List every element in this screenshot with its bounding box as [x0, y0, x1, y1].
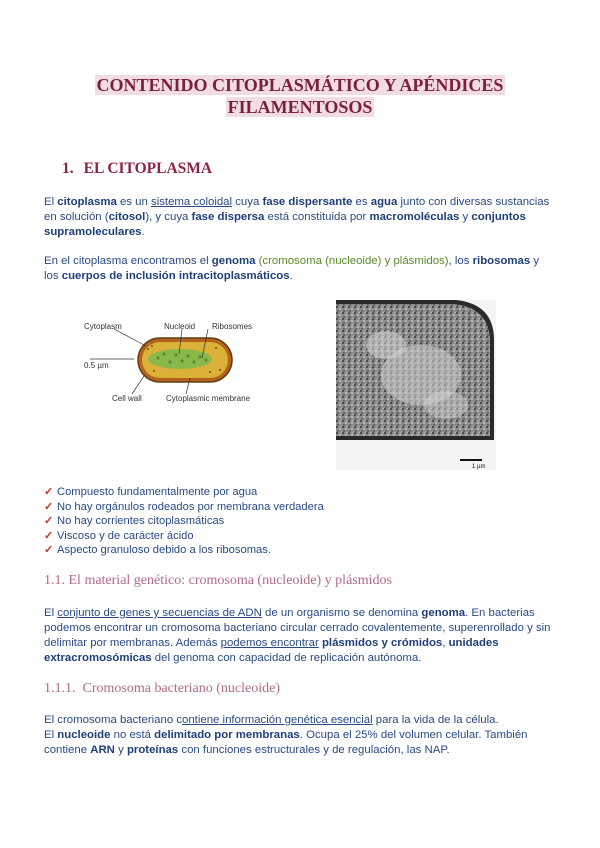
subsection-heading-cromosoma: 1.1.1. Cromosoma bacteriano (nucleoide)	[44, 681, 280, 696]
list-item: ✓ Viscoso y de carácter ácido	[44, 529, 194, 542]
micrograph-scale-label: 1 µm	[472, 464, 486, 470]
label-cytoplasm: Cytoplasm	[84, 322, 122, 331]
section-heading-citoplasma: 1. EL CITOPLASMA	[62, 160, 213, 177]
checkmark-icon: ✓	[44, 486, 54, 498]
checkmark-icon: ✓	[44, 544, 54, 557]
list-item: ✓ No hay corrientes citoplasmáticas	[44, 515, 225, 528]
electron-micrograph	[336, 300, 496, 470]
label-scale: 0.5 µm	[84, 361, 109, 370]
checkmark-icon: ✓	[44, 500, 54, 513]
list-item: ✓ No hay orgánulos rodeados por membrana verdadera	[44, 500, 324, 513]
paragraph-citoplasma-definition: El citoplasma es un sistema coloidal cuya fase dispersante es agua junto con diversas sustancias en solución (citosol), y cuya fase dispersa está constituida por macromoléculas y conjuntos supramoleculares.	[44, 196, 550, 238]
label-ribosomes: Ribosomes	[212, 322, 253, 331]
bacterial-cell-diagram	[84, 316, 274, 406]
paragraph-citoplasma-contents: En el citoplasma encontramos el genoma (cromosoma (nucleoide) y plásmidos), los ribosomas y los cuerpos de inclusión intracitoplasmáticos.	[44, 255, 540, 282]
list-item: ✓ Aspecto granuloso debido a los ribosomas.	[44, 544, 271, 557]
subsection-heading-material-genetico: 1.1. El material genético: cromosoma (nucleoide) y plásmidos	[44, 573, 392, 588]
checkmark-icon: ✓	[44, 529, 54, 542]
label-nucleoid: Nucleoid	[164, 322, 196, 331]
paragraph-material-genetico: El conjunto de genes y secuencias de ADN de un organismo se denomina genoma. En bacterias podemos encontrar un cromosoma bacteriano circular cerrado covalentemente, superenrollado y sin delimitar por membranas. Además podemos encontrar plásmidos y crómidos, unidades extracromosómicas del genoma con capacidad de replicación autónoma.	[44, 607, 551, 664]
label-cell-wall: Cell wall	[112, 394, 142, 403]
document-title-line2: FILAMENTOSOS	[227, 97, 373, 117]
document-title-line1: CONTENIDO CITOPLASMÁTICO Y APÉNDICES	[96, 75, 504, 95]
list-item: ✓ Compuesto fundamentalmente por agua	[44, 486, 258, 498]
citoplasma-characteristics-list	[44, 485, 324, 558]
paragraph-cromosoma-bacteriano: El cromosoma bacteriano contiene información genética esencial para la vida de la célula. El nucleoide no está delimitado por membranas. Ocupa el 25% del volumen celular. También contiene ARN y proteínas con funciones estructurales y de regulación, las NAP.	[44, 714, 528, 756]
checkmark-icon: ✓	[44, 515, 54, 528]
label-cytoplasmic-membrane: Cytoplasmic membrane	[166, 394, 251, 403]
